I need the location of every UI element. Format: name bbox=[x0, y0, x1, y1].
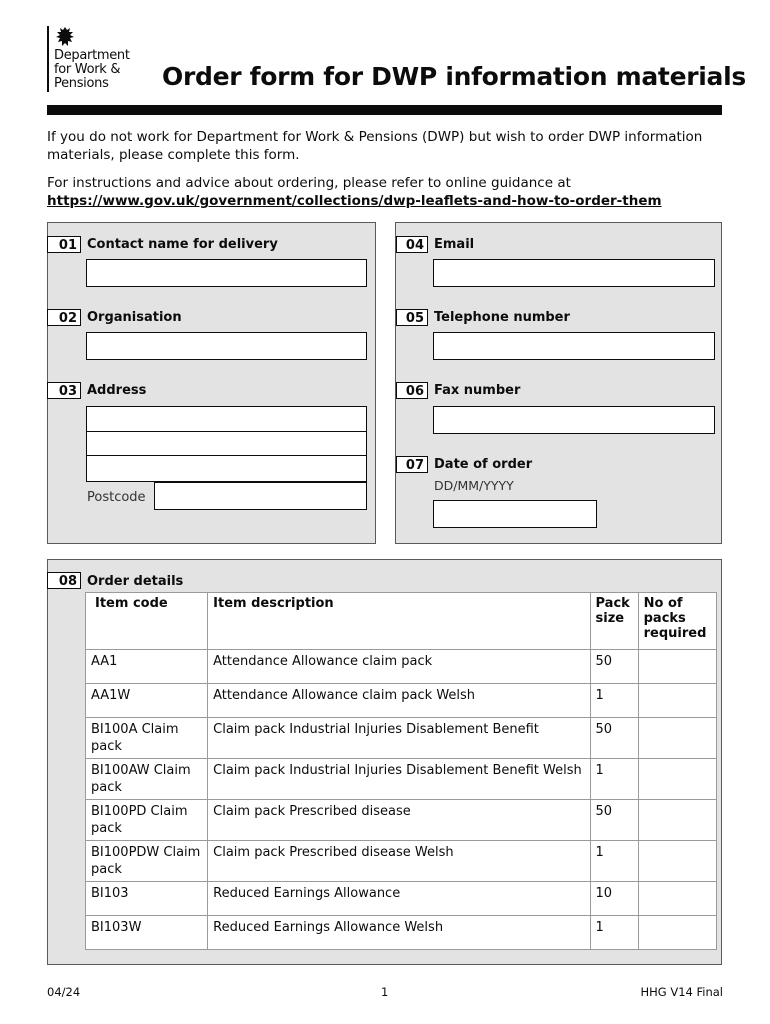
item-description: Attendance Allowance claim pack bbox=[208, 650, 590, 684]
item-code: BI100A Claim pack bbox=[86, 718, 208, 759]
contact-name-label: Contact name for delivery bbox=[87, 237, 278, 252]
postcode-label: Postcode bbox=[87, 490, 146, 505]
item-code: BI100PD Claim pack bbox=[86, 800, 208, 841]
organisation-label: Organisation bbox=[87, 310, 182, 325]
item-code: BI103W bbox=[86, 916, 208, 950]
pack-size: 50 bbox=[590, 800, 638, 841]
packs-required-input[interactable] bbox=[638, 800, 716, 841]
field-number-01: 01 bbox=[47, 236, 81, 253]
pack-size: 1 bbox=[590, 759, 638, 800]
field-number-02: 02 bbox=[47, 309, 81, 326]
table-row bbox=[86, 800, 717, 841]
contact-name-input[interactable] bbox=[86, 259, 367, 287]
table-row bbox=[86, 759, 717, 800]
address-line-3-input[interactable] bbox=[86, 455, 367, 482]
fax-input[interactable] bbox=[433, 406, 715, 434]
packs-required-input[interactable] bbox=[638, 841, 716, 882]
item-description: Claim pack Prescribed disease bbox=[208, 800, 590, 841]
guidance-link[interactable]: https://www.gov.uk/government/collections/dwp-leaflets-and-how-to-order-them bbox=[47, 193, 662, 209]
dwp-logo bbox=[54, 49, 130, 91]
field-number-03: 03 bbox=[47, 382, 81, 399]
date-format-hint: DD/MM/YYYY bbox=[434, 478, 514, 493]
order-table bbox=[85, 592, 717, 950]
order-table-header bbox=[86, 593, 717, 650]
title-rule bbox=[47, 105, 722, 115]
page-title: Order form for DWP information materials bbox=[162, 62, 746, 91]
packs-required-input[interactable] bbox=[638, 650, 716, 684]
fax-label: Fax number bbox=[434, 383, 521, 398]
packs-required-input[interactable] bbox=[638, 684, 716, 718]
table-row bbox=[86, 650, 717, 684]
header-packs-required: No of packs required bbox=[638, 593, 716, 650]
table-row bbox=[86, 684, 717, 718]
header-item-code: Item code bbox=[86, 593, 208, 650]
address-label: Address bbox=[87, 383, 147, 398]
item-code: AA1W bbox=[86, 684, 208, 718]
order-details-label: Order details bbox=[87, 574, 184, 589]
address-line-2-input[interactable] bbox=[86, 431, 367, 456]
field-number-06: 06 bbox=[396, 382, 428, 399]
date-of-order-label: Date of order bbox=[434, 457, 533, 472]
date-of-order-input[interactable] bbox=[433, 500, 597, 528]
pack-size: 1 bbox=[590, 916, 638, 950]
telephone-label: Telephone number bbox=[434, 310, 570, 325]
pack-size: 50 bbox=[590, 650, 638, 684]
pack-size: 10 bbox=[590, 882, 638, 916]
table-row bbox=[86, 841, 717, 882]
field-number-05: 05 bbox=[396, 309, 428, 326]
organisation-input[interactable] bbox=[86, 332, 367, 360]
guidance-text: For instructions and advice about ordering, please refer to online guidance at bbox=[47, 175, 571, 191]
telephone-input[interactable] bbox=[433, 332, 715, 360]
item-description: Claim pack Industrial Injuries Disablement Benefit bbox=[208, 718, 590, 759]
item-description: Reduced Earnings Allowance Welsh bbox=[208, 916, 590, 950]
address-line-1-input[interactable] bbox=[86, 406, 367, 432]
intro-paragraph: If you do not work for Department for Work & Pensions (DWP) but wish to order DWP information materials, please complete this form. bbox=[47, 129, 703, 163]
field-number-04: 04 bbox=[396, 236, 428, 253]
table-row bbox=[86, 916, 717, 950]
item-code: AA1 bbox=[86, 650, 208, 684]
page-number: 1 bbox=[381, 985, 389, 999]
item-description: Attendance Allowance claim pack Welsh bbox=[208, 684, 590, 718]
guidance-paragraph bbox=[47, 174, 727, 210]
pack-size: 1 bbox=[590, 684, 638, 718]
item-code: BI100AW Claim pack bbox=[86, 759, 208, 800]
packs-required-input[interactable] bbox=[638, 759, 716, 800]
email-input[interactable] bbox=[433, 259, 715, 287]
logo-line-1: Department bbox=[54, 48, 130, 63]
email-label: Email bbox=[434, 237, 475, 252]
header-item-description: Item description bbox=[208, 593, 590, 650]
logo-divider bbox=[47, 26, 49, 92]
logo-line-3: Pensions bbox=[54, 76, 109, 91]
field-number-07: 07 bbox=[396, 456, 428, 473]
footer-date: 04/24 bbox=[47, 985, 81, 999]
packs-required-input[interactable] bbox=[638, 718, 716, 759]
item-description: Claim pack Prescribed disease Welsh bbox=[208, 841, 590, 882]
logo-line-2: for Work & bbox=[54, 62, 121, 77]
postcode-input[interactable] bbox=[154, 482, 367, 510]
table-row bbox=[86, 882, 717, 916]
pack-size: 50 bbox=[590, 718, 638, 759]
item-code: BI100PDW Claim pack bbox=[86, 841, 208, 882]
item-code: BI103 bbox=[86, 882, 208, 916]
item-description: Reduced Earnings Allowance bbox=[208, 882, 590, 916]
table-row bbox=[86, 718, 717, 759]
royal-crest-icon bbox=[52, 26, 78, 48]
field-number-08: 08 bbox=[47, 572, 81, 589]
packs-required-input[interactable] bbox=[638, 916, 716, 950]
footer-version: HHG V14 Final bbox=[640, 985, 723, 999]
item-description: Claim pack Industrial Injuries Disablement Benefit Welsh bbox=[208, 759, 590, 800]
header-pack-size: Pack size bbox=[590, 593, 638, 650]
packs-required-input[interactable] bbox=[638, 882, 716, 916]
pack-size: 1 bbox=[590, 841, 638, 882]
